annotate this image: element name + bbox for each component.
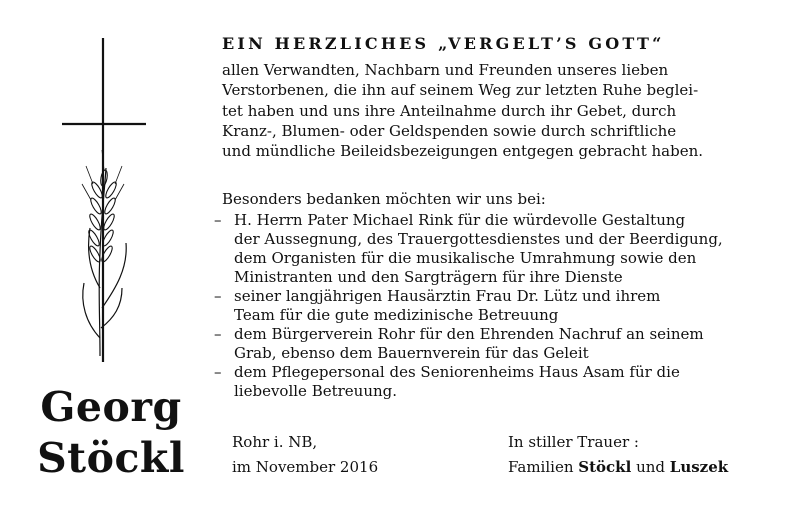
signature-conjunction: und <box>636 458 665 476</box>
location-date <box>232 430 378 480</box>
list-item-line: der Aussegnung, des Trauergottesdienstes und der Beerdigung, <box>234 230 723 248</box>
list-dash: – <box>214 363 222 381</box>
signature-family-1: Stöckl <box>578 458 632 476</box>
intro-line: allen Verwandten, Nachbarn und Freunden unseres lieben <box>222 61 669 79</box>
list-item <box>214 325 748 363</box>
list-item-line: seiner langjährigen Hausärztin Frau Dr. Lütz und ihrem <box>234 287 661 305</box>
deceased-first-name: Georg <box>40 383 182 431</box>
deceased-last-name: Stöckl <box>37 434 185 482</box>
location-place: Rohr i. NB, <box>232 433 318 451</box>
list-item-line: Ministranten und den Sargträgern für ihre Dienste <box>234 268 623 286</box>
list-item-line: Grab, ebenso dem Bauernverein für das Geleit <box>234 344 589 362</box>
list-dash: – <box>214 325 222 343</box>
list-dash: – <box>214 287 222 305</box>
signature-family-2: Luszek <box>669 458 729 476</box>
intro-line: tet haben und uns ihre Anteilnahme durch ihr Gebet, durch <box>222 101 677 120</box>
list-item-line: dem Organisten für die musikalische Umrahmung sowie den <box>234 249 697 267</box>
list-item <box>214 363 748 401</box>
list-item-line: dem Pflegepersonal des Seniorenheims Haus Asam für die <box>234 363 680 381</box>
intro-line: Kranz-, Blumen- oder Geldspenden sowie durch schriftliche <box>222 121 677 140</box>
signature-prefix: Familien <box>508 458 574 476</box>
list-dash: – <box>214 211 222 229</box>
signature-closing: In stiller Trauer : <box>508 433 639 451</box>
signature-families <box>508 455 728 480</box>
location-date-text: im November 2016 <box>232 458 379 476</box>
page-title: EIN HERZLICHES „VERGELT’S GOTT“ <box>222 34 665 53</box>
cross-with-wheat-icon <box>56 38 156 368</box>
thanks-list <box>214 211 748 401</box>
intro-paragraph <box>222 60 746 161</box>
thanks-intro: Besonders bedanken möchten wir uns bei: <box>222 190 546 208</box>
wheat-icon <box>82 150 126 356</box>
signature-block <box>508 430 728 480</box>
intro-line: Verstorbenen, die ihn auf seinem Weg zur letzten Ruhe beglei- <box>222 81 699 100</box>
list-item-line: liebevolle Betreuung. <box>234 382 398 400</box>
list-item <box>214 211 748 287</box>
deceased-name <box>36 382 186 484</box>
list-item-line: dem Bürgerverein Rohr für den Ehrenden Nachruf an seinem <box>234 325 704 343</box>
list-item-line: H. Herrn Pater Michael Rink für die würdevolle Gestaltung <box>234 211 686 229</box>
intro-line: und mündliche Beileidsbezeigungen entgegen gebracht haben. <box>222 142 704 161</box>
cross-icon <box>62 38 146 362</box>
list-item-line: Team für die gute medizinische Betreuung <box>234 306 559 324</box>
list-item <box>214 287 748 325</box>
